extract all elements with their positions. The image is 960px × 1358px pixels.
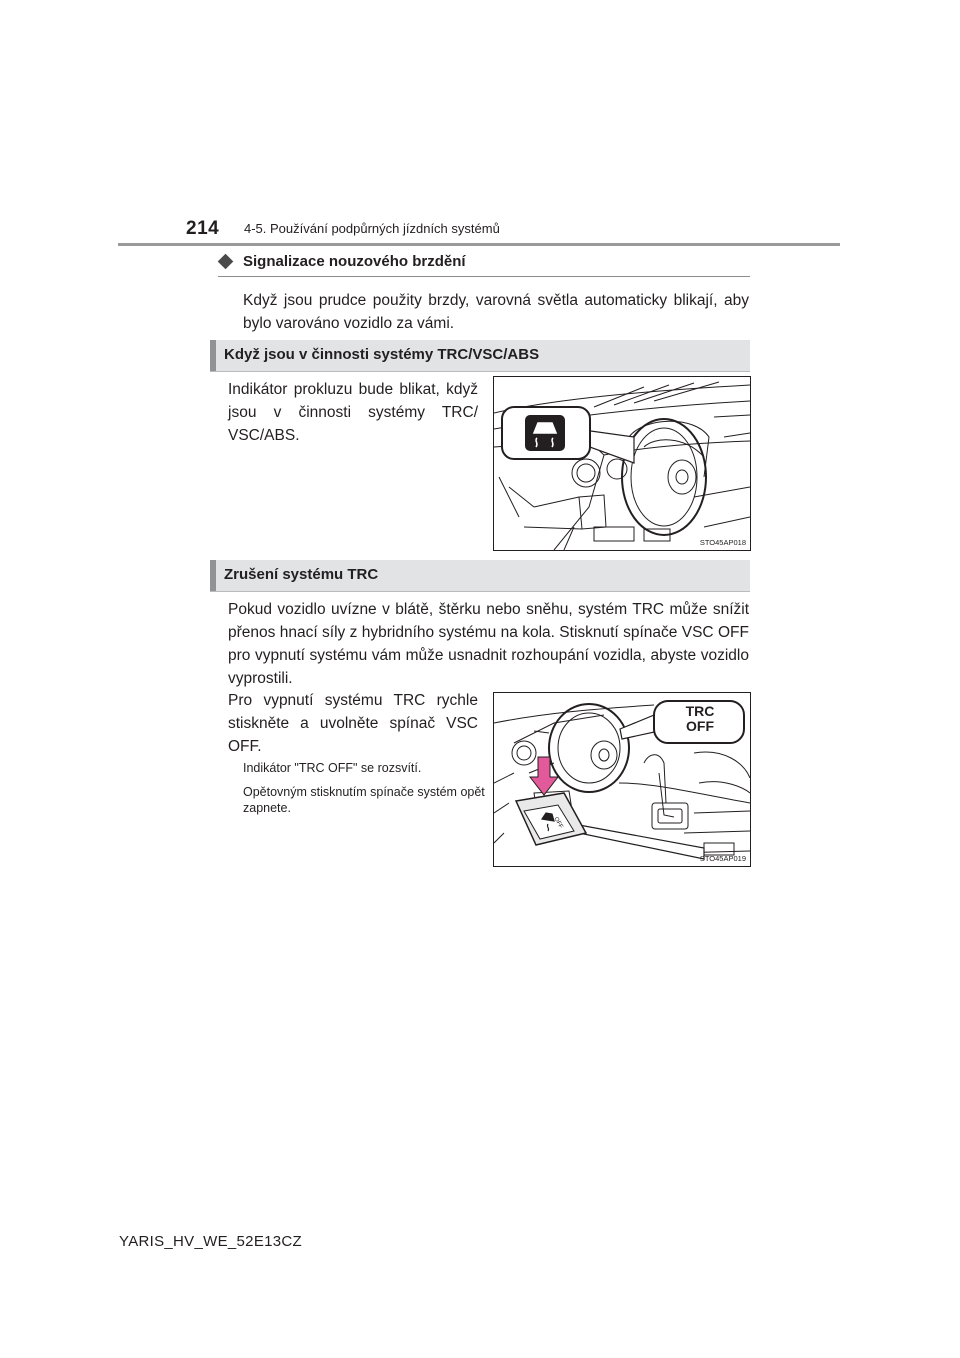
trc-off-description: Pokud vozidlo uvízne v blátě, štěrku nebo sněhu, systém TRC může snížit přenos hnací síly z hybridního systému na kola. Stisknutí spínače VSC OFF pro vypnutí systému vám může usnadnit rozhoupání vozidla, abyste vozidlo vyprostili. [228,601,749,687]
emergency-brake-text: Když jsou prudce použity brzdy, varovná světla automaticky blikají, aby bylo varováno vozidlo za vámi. [243,292,749,332]
section-stripe [210,560,216,591]
dashboard-illustration [494,377,750,550]
section-header-trc-vsc-abs [210,340,750,372]
section-header-trc-off [210,560,750,592]
subheading-title: Signalizace nouzového brzdění [243,253,466,270]
chapter-title: 4-5. Používání podpůrných jízdních systémů [244,221,500,236]
section-title: Když jsou v činnosti systémy TRC/VSC/ABS [224,346,540,363]
trc-off-callout [662,704,738,734]
header-rule [118,243,840,246]
figure-slip-indicator [493,376,751,551]
doc-code: YARIS_HV_WE_52E13CZ [119,1233,302,1250]
figure-vsc-off-switch [493,692,751,867]
diamond-bullet-icon [218,254,234,270]
trc-off-note-indicator: Indikátor "TRC OFF" se rozsvítí. [243,761,422,775]
callout-line-1: TRC [685,703,715,719]
figure-id: STO45AP018 [699,538,746,547]
page-number: 214 [186,218,220,239]
section-title: Zrušení systému TRC [224,566,379,583]
section-stripe [210,340,216,371]
switch-off-label: OFF [552,816,564,830]
figure-id: STO45AP019 [699,854,746,863]
trc-off-instruction: Pro vypnutí systému TRC rychle stiskněte a uvolněte spínač VSC OFF. [228,692,478,755]
slip-indicator-text: Indikátor prokluzu bude blikat, když jsou v činnosti systémy TRC/ VSC/ABS. [228,381,478,444]
subheading-rule [218,276,750,277]
trc-off-note-reenable: Opětovným stisknutím spínače systém opět zapnete. [243,785,485,815]
callout-line-2: OFF [686,718,714,734]
subheading [218,253,466,270]
